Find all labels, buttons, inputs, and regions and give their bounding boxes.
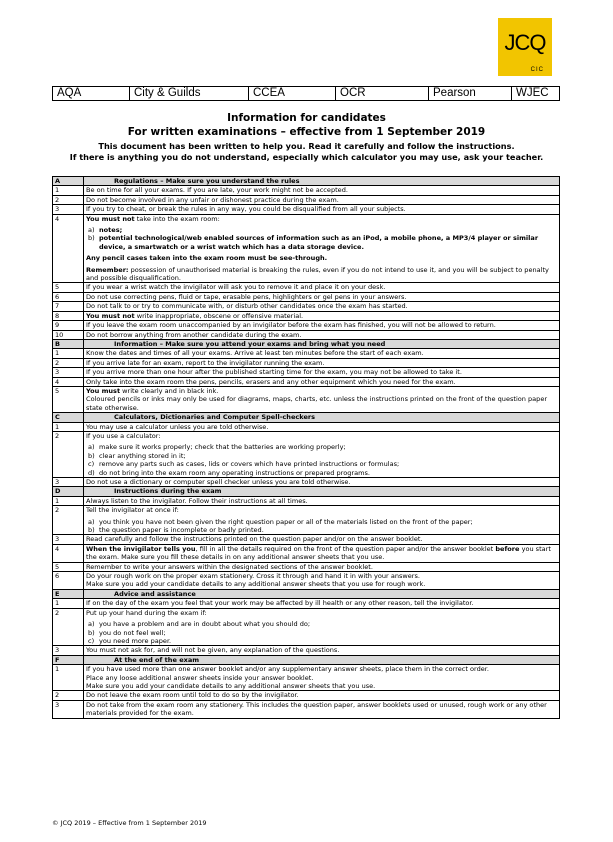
rule-continuation: Place any loose additional answer sheets inside your answer booklet. (86, 673, 314, 682)
section-header-row (53, 339, 560, 348)
rule-text (86, 331, 557, 339)
sub-item-text: notes; (99, 226, 123, 235)
rule-row (53, 186, 560, 195)
board-cell: CCEA (249, 87, 336, 101)
rule-text (86, 563, 557, 571)
rule-text-cell (84, 431, 560, 477)
rule-emphasis: You must (86, 386, 121, 395)
section-letter: B (53, 339, 84, 348)
rule-continuation: Make sure you add your candidate details to any additional answer sheets that you use for rough work. (86, 580, 426, 589)
rule-row (53, 330, 560, 339)
sub-item-text: potential technological/web enabled sources of information such as an iPod, a mobile phone, a MP3/4 player or similar device, a smartwatch or a wrist watch which has a data storage device. (99, 234, 539, 251)
rule-number: 7 (53, 302, 84, 311)
section-heading: Advice and assistance (84, 589, 560, 598)
rule-number: 4 (53, 377, 84, 386)
rule-number: 1 (53, 599, 84, 608)
rule-text (86, 283, 557, 291)
rule-text (86, 293, 557, 301)
rule-row (53, 496, 560, 505)
rule-text-cell (84, 302, 560, 311)
rule-number: 1 (53, 186, 84, 195)
rule-text (86, 478, 557, 486)
section-letter: C (53, 413, 84, 422)
sub-item (88, 460, 557, 468)
rule-row (53, 377, 560, 386)
rule-text (86, 349, 557, 357)
rule-text (86, 196, 557, 204)
rule-row (53, 535, 560, 544)
rule-number: 1 (53, 496, 84, 505)
intro-line-1: This document has been written to help you. Read it carefully and follow the instructions. (98, 141, 515, 151)
sub-item-text: do not bring into the exam room any operating instructions or prepared programs. (99, 468, 370, 477)
sub-item-text: make sure it works properly; check that the batteries are working properly; (99, 443, 346, 452)
board-cell: AQA (53, 87, 130, 101)
rule-row (53, 599, 560, 608)
rule-number: 10 (53, 330, 84, 339)
rule-number: 4 (53, 544, 84, 562)
rule-text-cell (84, 292, 560, 301)
remember-label: Remember: (86, 265, 129, 274)
rule-text (86, 321, 557, 329)
rule-text-cell (84, 562, 560, 571)
rule-text (86, 387, 557, 395)
document-title: Information for candidates (227, 112, 386, 124)
rule-text-cell (84, 478, 560, 487)
awarding-bodies-table (52, 86, 560, 101)
rule-row (53, 368, 560, 377)
rule-number: 2 (53, 506, 84, 535)
rule-text-cell (84, 535, 560, 544)
document-header (0, 111, 613, 163)
rule-text (86, 646, 557, 654)
rule-number: 9 (53, 321, 84, 330)
rule-text-cell (84, 186, 560, 195)
rule-text-main: Tell the invigilator at once if: (86, 506, 179, 515)
rule-text-main: If you leave the exam room unaccompanied by an invigilator before the exam has finished, you will not be allowed to return. (86, 321, 496, 330)
rule-text-cell (84, 572, 560, 590)
logo-text: JCQ (504, 30, 546, 55)
rule-text (86, 368, 557, 376)
section-letter: E (53, 589, 84, 598)
sub-item-text: you think you have not been given the right question paper or all of the materials listed on the front of the paper; (99, 517, 473, 526)
sub-item-text: remove any parts such as cases, lids or covers which have printed instructions or formulas; (99, 460, 400, 469)
rule-text-main: Be on time for all your exams. If you are late, your work might not be accepted. (86, 186, 348, 195)
rule-row (53, 195, 560, 204)
rule-text (86, 701, 557, 718)
rule-text-main: If you have used more than one answer booklet and/or any supplementary answer sheets, place them in the correct order. (86, 665, 489, 674)
rule-number: 2 (53, 691, 84, 700)
sub-item-label: b) (88, 526, 95, 535)
rule-number: 8 (53, 311, 84, 320)
rule-text-main: Do not leave the exam room until told to do so by the invigilator. (86, 691, 299, 700)
rule-row (53, 478, 560, 487)
rule-text-rest: write inappropriate, obscene or offensive material. (134, 311, 304, 320)
rule-text (86, 691, 557, 699)
rule-text-main: If on the day of the exam you feel that your work may be affected by ill health or any other reason, tell the invigilator. (86, 599, 474, 608)
rule-text-main: If you try to cheat, or break the rules in any way, you could be disqualified from all your subjects. (86, 205, 406, 214)
rule-number: 1 (53, 422, 84, 431)
rule-continuation: Coloured pencils or inks may only be used for diagrams, maps, charts, etc. unless the instructions printed on the front of the question paper state otherwise. (86, 395, 548, 412)
intro-line-2: If there is anything you do not understand, especially which calculator you may use, ask your teacher. (69, 152, 544, 162)
sub-item (88, 637, 557, 645)
sub-item-label: b) (88, 451, 95, 460)
rule-text-main: Do not talk to or try to communicate with, or disturb other candidates once the exam has started. (86, 302, 408, 311)
rule-text (86, 497, 557, 505)
rule-text-cell (84, 646, 560, 655)
rule-text-main: If you arrive more than one hour after the published starting time for the exam, you may not be allowed to take it. (86, 368, 462, 377)
rule-text-rest: take into the exam room: (134, 214, 220, 223)
rule-text (86, 432, 557, 440)
rule-row (53, 321, 560, 330)
rule-number: 3 (53, 535, 84, 544)
rule-continuation: Make sure you add your candidate details to any additional answer sheets that you use. (86, 681, 376, 690)
rule-text (86, 535, 557, 543)
rule-text-cell (84, 349, 560, 358)
sub-item (88, 620, 557, 628)
rule-text-main: If you use a calculator: (86, 431, 161, 440)
rule-row (53, 665, 560, 691)
rule-text (86, 423, 557, 431)
rule-text-main: Do not borrow anything from another candidate during the exam. (86, 330, 302, 339)
sub-item (88, 526, 557, 534)
sub-item-label: a) (88, 517, 95, 526)
section-header-row (53, 177, 560, 186)
rule-number: 1 (53, 349, 84, 358)
rule-text (86, 599, 557, 607)
rule-row (53, 311, 560, 320)
rule-number: 3 (53, 368, 84, 377)
rule-number: 2 (53, 358, 84, 367)
sub-item-text: you do not feel well; (99, 628, 166, 637)
board-cell: Pearson (429, 87, 512, 101)
copyright-footer: © JCQ 2019 – Effective from 1 September 2019 (52, 819, 207, 827)
rule-text-main: Put up your hand during the exam if: (86, 608, 207, 617)
rule-text-cell (84, 330, 560, 339)
rule-row (53, 431, 560, 477)
sub-item-label: a) (88, 443, 95, 452)
rule-text-cell (84, 599, 560, 608)
rule-row (53, 205, 560, 214)
rule-number: 6 (53, 292, 84, 301)
rule-number: 2 (53, 195, 84, 204)
rule-text (86, 665, 557, 673)
section-header-row (53, 413, 560, 422)
section-heading: Instructions during the exam (84, 487, 560, 496)
rule-row (53, 691, 560, 700)
sub-item-label: b) (88, 628, 95, 637)
section-header-row (53, 589, 560, 598)
rule-number: 1 (53, 665, 84, 691)
rule-row (53, 608, 560, 646)
rule-text-main: Know the dates and times of all your exams. Arrive at least ten minutes before the start of each exam. (86, 349, 424, 358)
rule-text (86, 215, 557, 223)
rule-text-main: Only take into the exam room the pens, pencils, erasers and any other equipment which you need for the exam. (86, 377, 456, 386)
rule-row (53, 358, 560, 367)
section-letter: D (53, 487, 84, 496)
sub-item-label: b) (88, 234, 95, 243)
rule-text-cell (84, 283, 560, 292)
rule-text-cell (84, 496, 560, 505)
rule-row (53, 562, 560, 571)
sub-item (88, 234, 557, 251)
sub-item (88, 226, 557, 234)
rule-text-cell (84, 368, 560, 377)
sub-item (88, 443, 557, 451)
rule-row (53, 572, 560, 590)
rule-text-cell (84, 691, 560, 700)
rule-row (53, 214, 560, 283)
rule-row (53, 292, 560, 301)
rule-text (86, 545, 557, 562)
rule-text-main: Remember to write your answers within the designated sections of the answer booklet. (86, 562, 373, 571)
rule-text (86, 609, 557, 617)
rule-text (86, 572, 557, 580)
rule-text-rest: write clearly and in black ink. (120, 386, 219, 395)
rule-text-main: Do not become involved in any unfair or dishonest practice during the exam. (86, 195, 339, 204)
sub-item-label: a) (88, 226, 95, 235)
rules-table (52, 176, 560, 719)
sub-item-text: you need more paper. (99, 636, 172, 645)
sub-item-label: a) (88, 620, 95, 629)
sub-item-label: c) (88, 636, 95, 645)
sub-item (88, 518, 557, 526)
section-letter: F (53, 655, 84, 664)
rule-text-cell (84, 506, 560, 535)
rule-text-main: If you wear a wrist watch the invigilator will ask you to remove it and place it on your desk. (86, 283, 386, 292)
sub-item-label: d) (88, 468, 95, 477)
rule-number: 3 (53, 205, 84, 214)
rule-text (86, 378, 557, 386)
sub-item (88, 452, 557, 460)
rule-text-main: Do not use correcting pens, fluid or tape, erasable pens, highlighters or gel pens in your answers. (86, 292, 407, 301)
rule-text-main: Do not take from the exam room any stationery. This includes the question paper, answer booklets used or unused, rough work or any other materials provided for the exam. (86, 700, 547, 718)
rule-text-cell (84, 205, 560, 214)
rule-text-cell (84, 422, 560, 431)
rule-row (53, 386, 560, 412)
section-letter: A (53, 177, 84, 186)
rule-text-cell (84, 214, 560, 283)
rule-row (53, 700, 560, 718)
rule-text (86, 506, 557, 514)
document-subtitle: For written examinations – effective from 1 September 2019 (127, 126, 486, 138)
sub-item-text: you have a problem and are in doubt about what you should do; (99, 620, 311, 629)
rule-text (86, 205, 557, 213)
rule-text-main: If you arrive late for an exam, report to the invigilator running the exam. (86, 358, 325, 367)
rule-text (86, 359, 557, 367)
sub-item-label: c) (88, 460, 95, 469)
rule-emphasis: You must not (86, 311, 135, 320)
sub-item (88, 469, 557, 477)
rule-text-rest: , fill in all the details required on the front of the question paper and/or the answer booklet (195, 544, 496, 553)
rule-text-cell (84, 377, 560, 386)
rule-row (53, 422, 560, 431)
rule-text (86, 302, 557, 310)
rule-text-main: Do not use a dictionary or computer spell checker unless you are told otherwise. (86, 478, 351, 486)
section-heading: Information – Make sure you attend your exams and bring what you need (84, 339, 560, 348)
rule-text-cell (84, 311, 560, 320)
rule-row (53, 544, 560, 562)
rule-row (53, 283, 560, 292)
rule-number: 3 (53, 646, 84, 655)
rule-text-main: You must not ask for, and will not be given, any explanation of the questions. (86, 646, 340, 655)
rule-text-cell (84, 195, 560, 204)
logo-subtext: CIC (530, 67, 544, 73)
rule-number: 3 (53, 700, 84, 718)
rule-number: 2 (53, 608, 84, 646)
rule-row (53, 646, 560, 655)
section-heading: Calculators, Dictionaries and Computer Spell-checkers (84, 413, 560, 422)
section-header-row (53, 487, 560, 496)
rule-row (53, 349, 560, 358)
rule-emphasis: When the invigilator tells you (86, 544, 196, 553)
board-cell: City & Guilds (130, 87, 249, 101)
rule-text-cell (84, 321, 560, 330)
rule-number: 4 (53, 214, 84, 283)
rule-note: Any pencil cases taken into the exam room must be see-through. (86, 254, 328, 263)
rule-text-cell (84, 544, 560, 562)
rule-row (53, 302, 560, 311)
rule-text-main: Read carefully and follow the instructions printed on the question paper and/or on the answer booklet. (86, 535, 423, 544)
remember-note (86, 266, 557, 283)
jcq-logo (498, 18, 552, 76)
rule-text-main: You may use a calculator unless you are told otherwise. (86, 422, 269, 431)
rule-number: 5 (53, 562, 84, 571)
section-heading: Regulations – Make sure you understand the rules (84, 177, 560, 186)
rule-number: 3 (53, 478, 84, 487)
remember-text: possession of unauthorised material is breaking the rules, even if you do not intend to use it, and you will be subject to penalty and possible disqualification. (86, 265, 549, 283)
rule-text-cell (84, 665, 560, 691)
sub-item (88, 629, 557, 637)
rule-text-cell (84, 386, 560, 412)
sub-item-text: clear anything stored in it; (99, 451, 186, 460)
rule-text-cell (84, 700, 560, 718)
rule-text-main: Always listen to the invigilator. Follow their instructions at all times. (86, 496, 308, 505)
rule-text-main: Do your rough work on the proper exam stationery. Cross it through and hand it in with your answers. (86, 572, 420, 581)
section-heading: At the end of the exam (84, 655, 560, 664)
rule-emphasis: You must not (86, 214, 135, 223)
rule-number: 6 (53, 572, 84, 590)
rule-text-rest: you start the exam. Make sure you fill these details in on any additional answer sheets that you use. (86, 544, 551, 562)
section-header-row (53, 655, 560, 664)
board-cell: OCR (336, 87, 429, 101)
rule-row (53, 506, 560, 535)
rule-number: 2 (53, 431, 84, 477)
board-cell: WJEC (512, 87, 560, 101)
rule-text-cell (84, 358, 560, 367)
rule-text-cell (84, 608, 560, 646)
sub-item-text: the question paper is incomplete or badly printed. (99, 526, 264, 535)
rule-emphasis: before (495, 544, 520, 553)
rule-text (86, 312, 557, 320)
rule-number: 5 (53, 386, 84, 412)
rule-text (86, 186, 557, 194)
rule-number: 5 (53, 283, 84, 292)
